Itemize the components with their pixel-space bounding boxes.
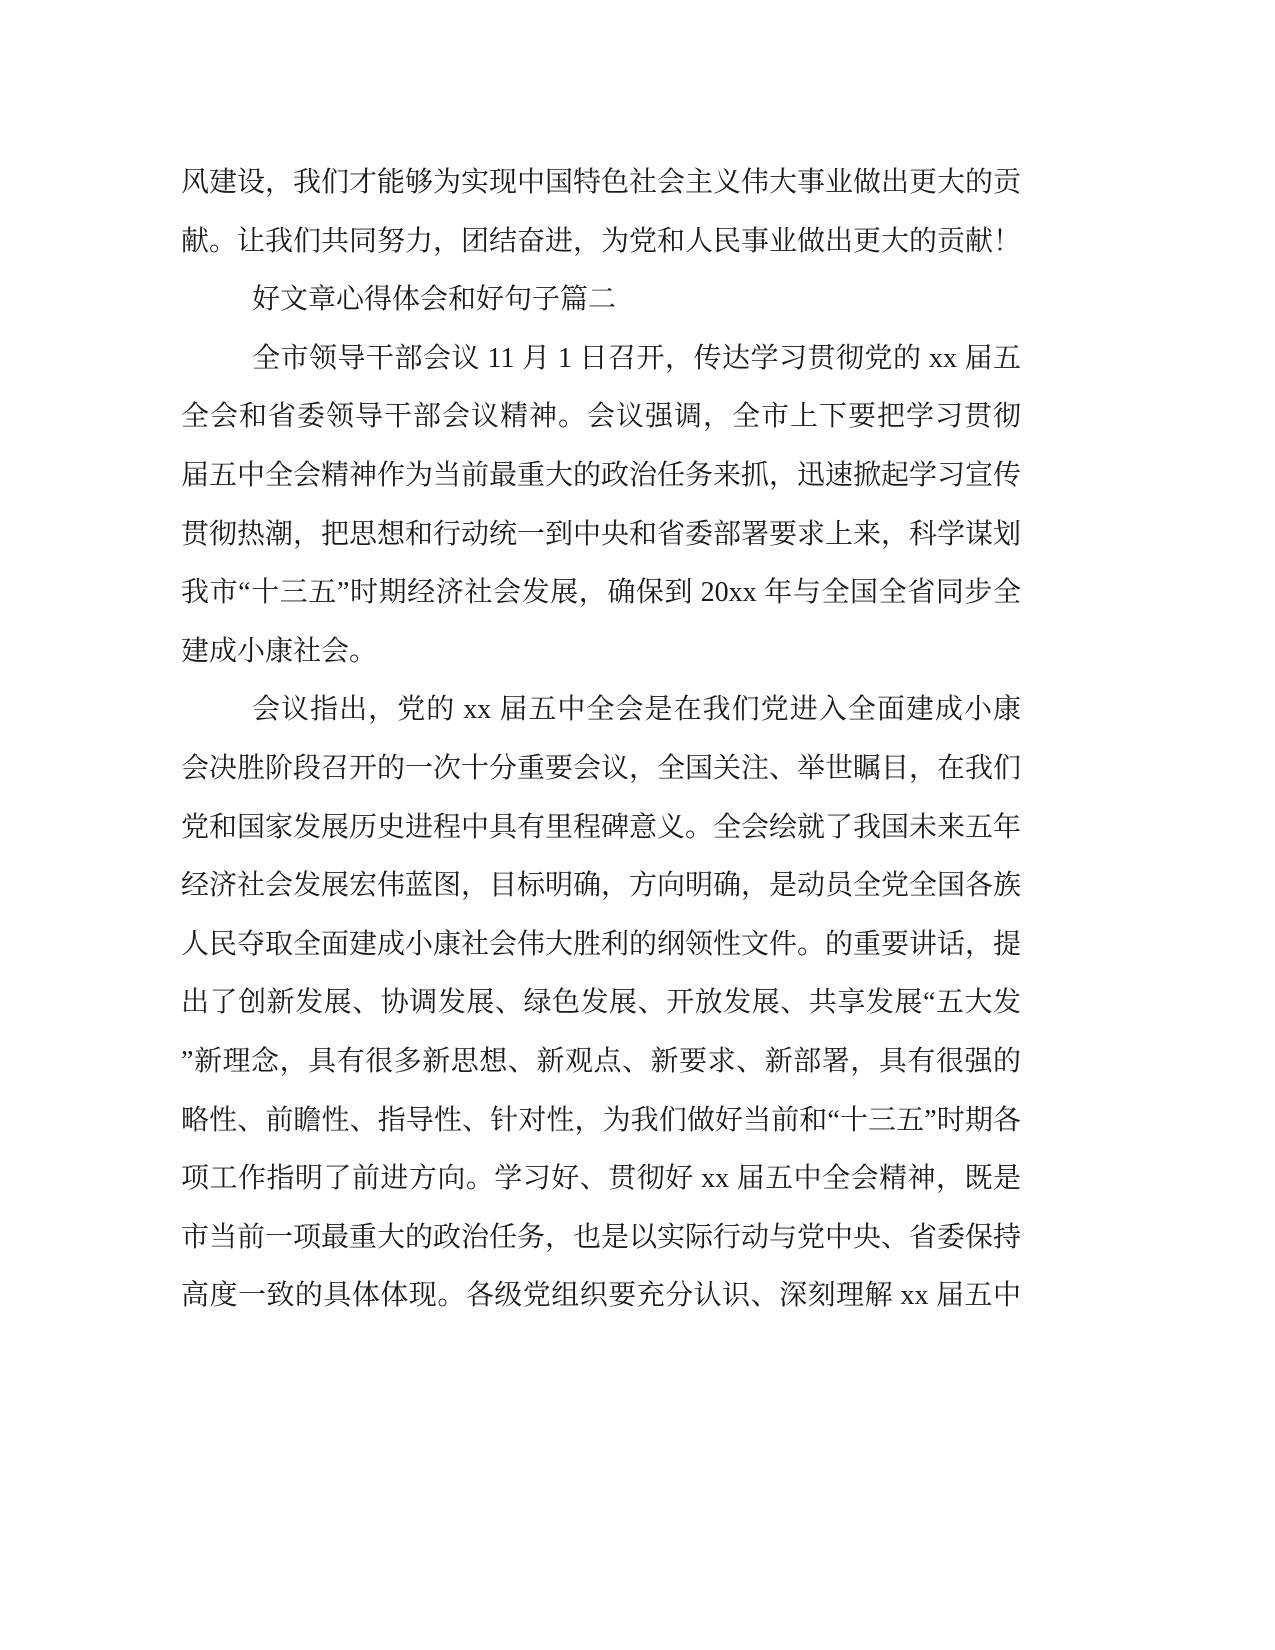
- text-line: 我市“十三五”时期经济社会发展，确保到 20xx 年与全国全省同步全: [181, 577, 1021, 609]
- section-heading-text: 好文章心得体会和好句子篇二: [252, 284, 617, 316]
- text-line: 全会和省委领导干部会议精神。会议强调，全市上下要把学习贯彻: [181, 401, 1021, 433]
- text-line: 献。让我们共同努力，团结奋进，为党和人民事业做出更大的贡献！: [181, 225, 1021, 257]
- text-line: 会议指出，党的 xx 届五中全会是在我们党进入全面建成小康: [252, 694, 1021, 726]
- text-line: 届五中全会精神作为当前最重大的政治任务来抓，迅速掀起学习宣传: [181, 459, 1021, 491]
- text-line: 出了创新发展、协调发展、绿色发展、开放发展、共享发展“五大发: [181, 987, 1021, 1019]
- text-line: 全市领导干部会议 11 月 1 日召开，传达学习贯彻党的 xx 届五: [252, 342, 1021, 374]
- text-line: 风建设，我们才能够为实现中国特色社会主义伟大事业做出更大的贡: [181, 167, 1021, 198]
- text-line: 人民夺取全面建成小康社会伟大胜利的纲领性文件。的重要讲话，提: [181, 928, 1021, 960]
- text-line: 党和国家发展历史进程中具有里程碑意义。全会绘就了我国未来五年: [181, 811, 1021, 843]
- text-line: 高度一致的具体体现。各级党组织要充分认识、深刻理解 xx 届五中: [181, 1280, 1021, 1312]
- paragraph-continued: [181, 154, 1021, 271]
- paragraph-meeting: [181, 330, 1021, 682]
- text-line: 略性、前瞻性、指导性、针对性，为我们做好当前和“十三五”时期各: [181, 1104, 1021, 1136]
- text-line: 建成小康社会。: [181, 635, 378, 667]
- text-line: 经济社会发展宏伟蓝图，目标明确，方向明确，是动员全党全国各族: [181, 870, 1021, 902]
- text-line: 市当前一项最重大的政治任务，也是以实际行动与党中央、省委保持: [181, 1221, 1021, 1253]
- text-line: 项工作指明了前进方向。学习好、贯彻好 xx 届五中全会精神，既是: [181, 1163, 1021, 1195]
- text-line: 贯彻热潮，把思想和行动统一到中央和省委部署要求上来，科学谋划: [181, 518, 1021, 550]
- text-line: ”新理念，具有很多新思想、新观点、新要求、新部署，具有很强的: [181, 1045, 1021, 1077]
- section-heading: [181, 271, 1021, 330]
- document-body: [181, 154, 1021, 1326]
- paragraph-meeting-points: [181, 681, 1021, 1326]
- text-line: 会决胜阶段召开的一次十分重要会议，全国关注、举世瞩目，在我们: [181, 752, 1021, 784]
